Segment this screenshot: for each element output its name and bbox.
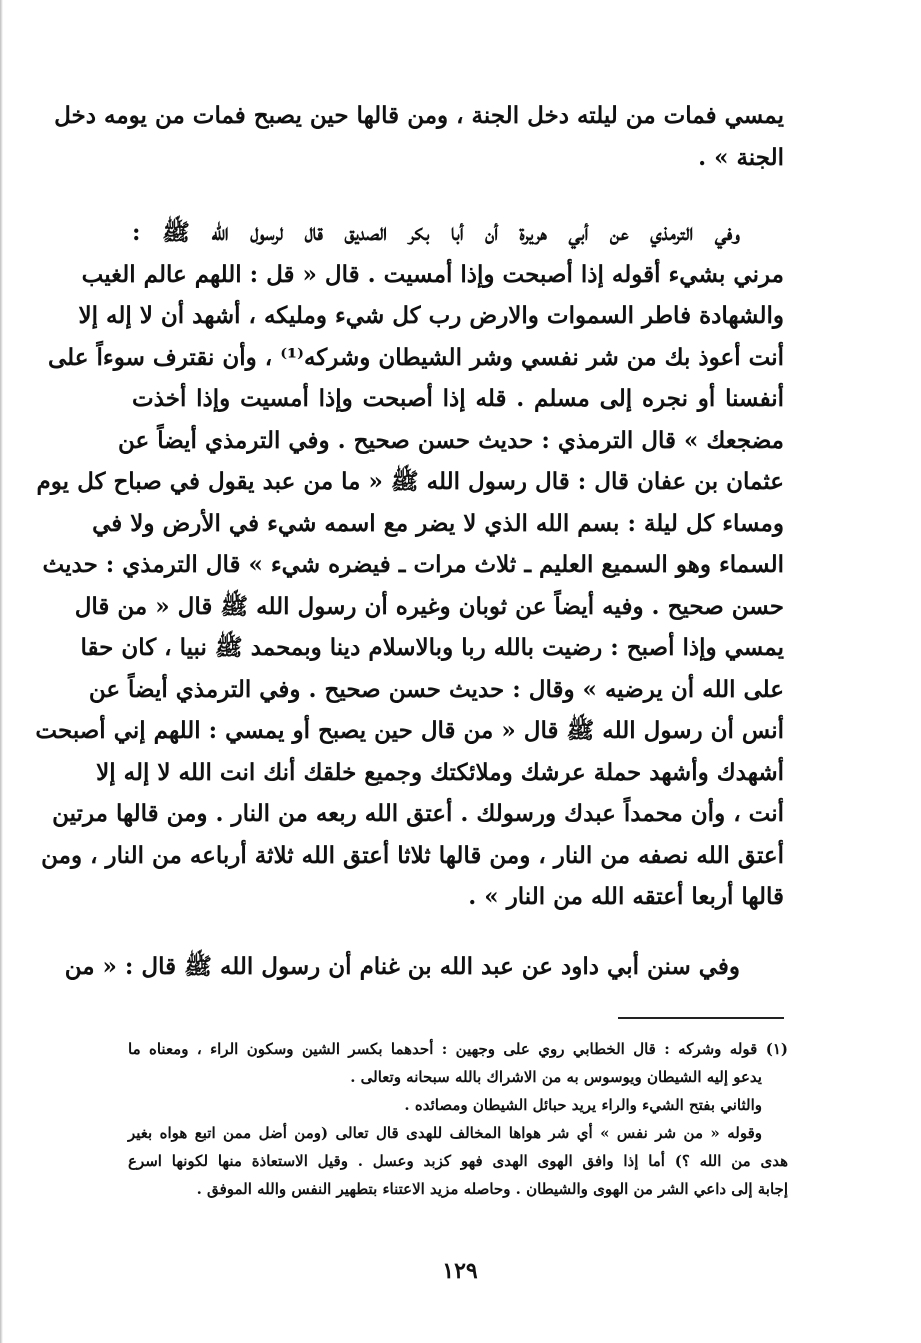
text-line: يمسي وإذا أصبح : رضيت بالله ربا وبالاسلام دينا وبمحمد ﷺ نبيا ، كان حقا: [80, 634, 784, 661]
text-line: أنت ، وأن محمداً عبدك ورسولك . أعتق الله ربعه من النار . ومن قالها مرتين: [52, 800, 784, 827]
text-line: ومساء كل ليلة : بسم الله الذي لا يضر مع اسمه شيء في الأرض ولا في: [92, 509, 784, 537]
text-line: مضجعك » قال الترمذي : حديث حسن صحيح . وفي الترمذي أيضاً عن: [117, 426, 784, 454]
text-line: أنت أعوذ بك من شر نفسي وشر الشيطان وشركه⁽¹⁾ ، وأن نقترف سوءاً على: [47, 343, 784, 371]
text-line: عثمان بن عفان قال : قال رسول الله ﷺ « ما من عبد يقول في صباح كل يوم: [36, 468, 784, 495]
text-line: أنفسنا أو نجره إلى مسلم . قله إذا أصبحت وإذا أمسيت وإذا أخذت: [132, 385, 784, 412]
tirmidhi-paragraph: [35, 212, 784, 918]
footnote-line: (١) قوله وشركه : قال الخطابي روي على وجهين : أحدهما بكسر الشين وسكون الراء ، ومعناه ما: [128, 1040, 788, 1058]
text-line: قالها أربعا أعتقه الله من النار » .: [468, 883, 784, 910]
text-line: الجنة » .: [698, 143, 784, 171]
page-number: ١٢٩: [442, 1258, 478, 1284]
footnote-line: وقوله « من شر نفس » أي شر هواها المخالف للهدى قال تعالى (ومن أضل ممن اتبع هواه بغير: [128, 1124, 762, 1142]
footnote-line: هدى من الله ؟) أما إذا وافق الهوى الهدى فهو كزبد وعسل . وقيل الاستعاذة منها لكونها اسرع: [128, 1152, 788, 1170]
continuation-paragraph: [54, 95, 784, 178]
text-line: أنس أن رسول الله ﷺ قال « من قال حين يصبح أو يمسي : اللهم إني أصبحت: [35, 717, 784, 744]
text-line: السماء وهو السميع العليم ـ ثلاث مرات ـ فيضره شيء » قال الترمذي : حديث: [42, 551, 784, 578]
footnotes-block: [128, 1035, 788, 1203]
text-line: أشهدك وأشهد حملة عرشك وملائكتك وجميع خلقك أنك انت الله لا إله إلا: [96, 758, 784, 786]
text-line: وفي الترمذي عن أبي هريرة أن أبا بكر الصديق قال لرسول الله ﷺ :: [132, 219, 740, 246]
text-line: والشهادة فاطر السموات والارض رب كل شيء ومليكه ، أشهد أن لا إله إلا: [78, 302, 784, 329]
footnote-separator: [618, 1017, 784, 1019]
footnote-line: إجابة إلى داعي الشر من الهوى والشيطان . وحاصله مزيد الاعتناء بتطهير النفس والله الموفق .: [196, 1180, 788, 1198]
text-line: مرني بشيء أقوله إذا أصبحت وإذا أمسيت . قال « قل : اللهم عالم الغيب: [81, 260, 784, 288]
text-line: أعتق الله نصفه من النار ، ومن قالها ثلاثا أعتق الله ثلاثة أرباعه من النار ، ومن: [41, 841, 784, 869]
text-line: يمسي فمات من ليلته دخل الجنة ، ومن قالها حين يصبح فمات من يومه دخل: [54, 102, 784, 129]
footnote-line: يدعو إليه الشيطان ويوسوس به من الاشراك بالله سبحانه وتعالى .: [350, 1068, 762, 1086]
page-edge-shadow: [0, 0, 3, 1343]
text-line: وفي سنن أبي داود عن عبد الله بن غنام أن رسول الله ﷺ قال : « من: [64, 953, 740, 980]
abu-dawud-paragraph: [64, 946, 784, 988]
text-line: حسن صحيح . وفيه أيضاً عن ثوبان وغيره أن رسول الله ﷺ قال « من قال: [74, 592, 784, 620]
footnote-line: والثاني بفتح الشيء والراء يريد حبائل الشيطان ومصائده .: [404, 1096, 762, 1114]
text-line: على الله أن يرضيه » وقال : حديث حسن صحيح . وفي الترمذي أيضاً عن: [88, 675, 784, 703]
